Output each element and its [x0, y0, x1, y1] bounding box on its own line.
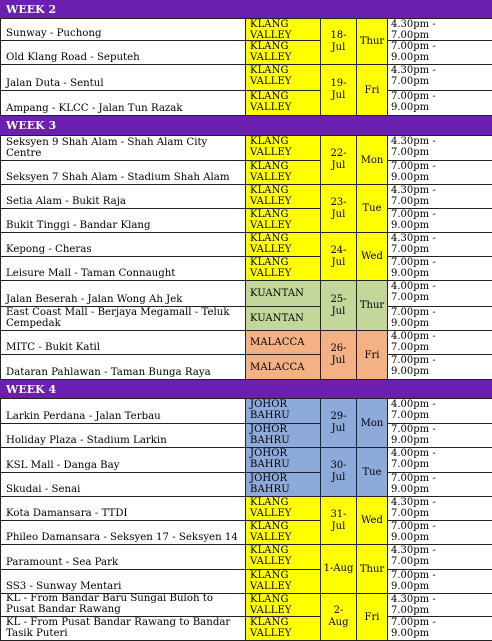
date-label: 1-Aug [320, 544, 357, 594]
day-label: Tue [356, 184, 388, 233]
route-name: KSL Mall - Danga Bay [0, 447, 246, 473]
time-slot: 4.30pm - 7.00pm [387, 232, 492, 257]
region-label: KLANG VALLEY [245, 232, 321, 257]
time-slot: 4.30pm - 7.00pm [387, 184, 492, 209]
route-name: Sunway - Puchong [0, 18, 246, 41]
day-label: Tue [356, 447, 388, 497]
region-label: KLANG VALLEY [245, 18, 321, 41]
route-name: East Coast Mall - Berjaya Megamall - Teluk Cempedak [0, 306, 246, 331]
region-label: KLANG VALLEY [245, 256, 321, 281]
time-slot: 7.00pm - 9.00pm [387, 472, 492, 497]
day-label: Wed [356, 496, 388, 545]
route-name: KL - From Bandar Baru Sungai Buloh to Pusat Bandar Rawang [0, 593, 246, 617]
route-name: Phileo Damansara - Seksyen 17 - Seksyen 14 [0, 520, 246, 545]
region-label: KUANTAN [245, 306, 321, 331]
time-slot: 7.00pm - 9.00pm [387, 208, 492, 233]
region-label: KUANTAN [245, 280, 321, 307]
route-name: Ampang - KLCC - Jalan Tun Razak [0, 90, 246, 116]
route-name: SS3 - Sunway Mentari [0, 569, 246, 594]
date-label: 31- Jul [320, 496, 357, 545]
day-label: Mon [356, 135, 388, 185]
date-label: 18- Jul [320, 18, 357, 65]
time-slot: 4.30pm - 7.00pm [387, 496, 492, 521]
route-name: Jalan Beserah - Jalan Wong Ah Jek [0, 280, 246, 307]
time-slot: 4.30pm - 7.00pm [387, 135, 492, 161]
region-label: JOHOR BAHRU [245, 472, 321, 497]
region-label: KLANG VALLEY [245, 520, 321, 545]
region-label: KLANG VALLEY [245, 135, 321, 161]
time-slot: 7.00pm - 9.00pm [387, 40, 492, 65]
time-slot: 7.00pm - 9.00pm [387, 616, 492, 641]
route-name: Seksyen 9 Shah Alam - Shah Alam City Centre [0, 135, 246, 161]
time-slot: 4.30pm - 7.00pm [387, 593, 492, 617]
day-label: Thur [356, 544, 388, 594]
day-label: Thur [356, 280, 388, 331]
route-name: Larkin Perdana - Jalan Terbau [0, 398, 246, 424]
date-label: 23- Jul [320, 184, 357, 233]
time-slot: 4.00pm - 7.00pm [387, 447, 492, 473]
time-slot: 7.00pm - 9.00pm [387, 90, 492, 116]
date-label: 2- Aug [320, 593, 357, 641]
route-name: Seksyen 7 Shah Alam - Stadium Shah Alam [0, 160, 246, 185]
region-label: JOHOR BAHRU [245, 423, 321, 448]
time-slot: 7.00pm - 9.00pm [387, 306, 492, 331]
route-name: Paramount - Sea Park [0, 544, 246, 570]
date-label: 24- Jul [320, 232, 357, 281]
region-label: KLANG VALLEY [245, 544, 321, 570]
route-name: Dataran Pahlawan - Taman Bunga Raya [0, 354, 246, 380]
region-label: KLANG VALLEY [245, 593, 321, 617]
region-label: KLANG VALLEY [245, 496, 321, 521]
date-label: 26- Jul [320, 330, 357, 380]
route-name: Kepong - Cheras [0, 232, 246, 257]
date-label: 22- Jul [320, 135, 357, 185]
route-name: Skudai - Senai [0, 472, 246, 497]
region-label: KLANG VALLEY [245, 160, 321, 185]
route-name: Leisure Mall - Taman Connaught [0, 256, 246, 281]
time-slot: 4.30pm - 7.00pm [387, 544, 492, 570]
week4-header: WEEK 4 [0, 380, 492, 398]
day-label: Thur [356, 18, 388, 65]
time-slot: 7.00pm - 9.00pm [387, 256, 492, 281]
time-slot: 4.00pm - 7.00pm [387, 398, 492, 424]
route-name: KL - From Pusat Bandar Rawang to Bandar Tasik Puteri [0, 616, 246, 641]
day-label: Fri [356, 330, 388, 380]
day-label: Fri [356, 593, 388, 641]
route-name: Bukit Tinggi - Bandar Klang [0, 208, 246, 233]
day-label: Fri [356, 64, 388, 116]
region-label: KLANG VALLEY [245, 569, 321, 594]
time-slot: 7.00pm - 9.00pm [387, 520, 492, 545]
region-label: JOHOR BAHRU [245, 398, 321, 424]
date-label: 19- Jul [320, 64, 357, 116]
time-slot: 7.00pm - 9.00pm [387, 354, 492, 380]
region-label: KLANG VALLEY [245, 184, 321, 209]
time-slot: 4.30pm - 7.00pm [387, 18, 492, 41]
region-label: JOHOR BAHRU [245, 447, 321, 473]
route-name: Jalan Duta - Sentul [0, 64, 246, 91]
route-name: Old Klang Road - Seputeh [0, 40, 246, 65]
time-slot: 4.30pm - 7.00pm [387, 64, 492, 91]
region-label: KLANG VALLEY [245, 40, 321, 65]
day-label: Wed [356, 232, 388, 281]
route-name: Kota Damansara - TTDI [0, 496, 246, 521]
time-slot: 4.00pm - 7.00pm [387, 280, 492, 307]
region-label: MALACCA [245, 330, 321, 355]
region-label: MALACCA [245, 354, 321, 380]
time-slot: 4.00pm - 7.00pm [387, 330, 492, 355]
time-slot: 7.00pm - 9.00pm [387, 569, 492, 594]
date-label: 25- Jul [320, 280, 357, 331]
time-slot: 7.00pm - 9.00pm [387, 160, 492, 185]
region-label: KLANG VALLEY [245, 208, 321, 233]
time-slot: 7.00pm - 9.00pm [387, 423, 492, 448]
week2-header: WEEK 2 [0, 0, 492, 18]
day-label: Mon [356, 398, 388, 448]
route-name: Holiday Plaza - Stadium Larkin [0, 423, 246, 448]
region-label: KLANG VALLEY [245, 90, 321, 116]
week3-header: WEEK 3 [0, 116, 492, 135]
date-label: 30- Jul [320, 447, 357, 497]
region-label: KLANG VALLEY [245, 64, 321, 91]
region-label: KLANG VALLEY [245, 616, 321, 641]
route-name: Setia Alam - Bukit Raja [0, 184, 246, 209]
date-label: 29- Jul [320, 398, 357, 448]
route-name: MITC - Bukit Katil [0, 330, 246, 355]
